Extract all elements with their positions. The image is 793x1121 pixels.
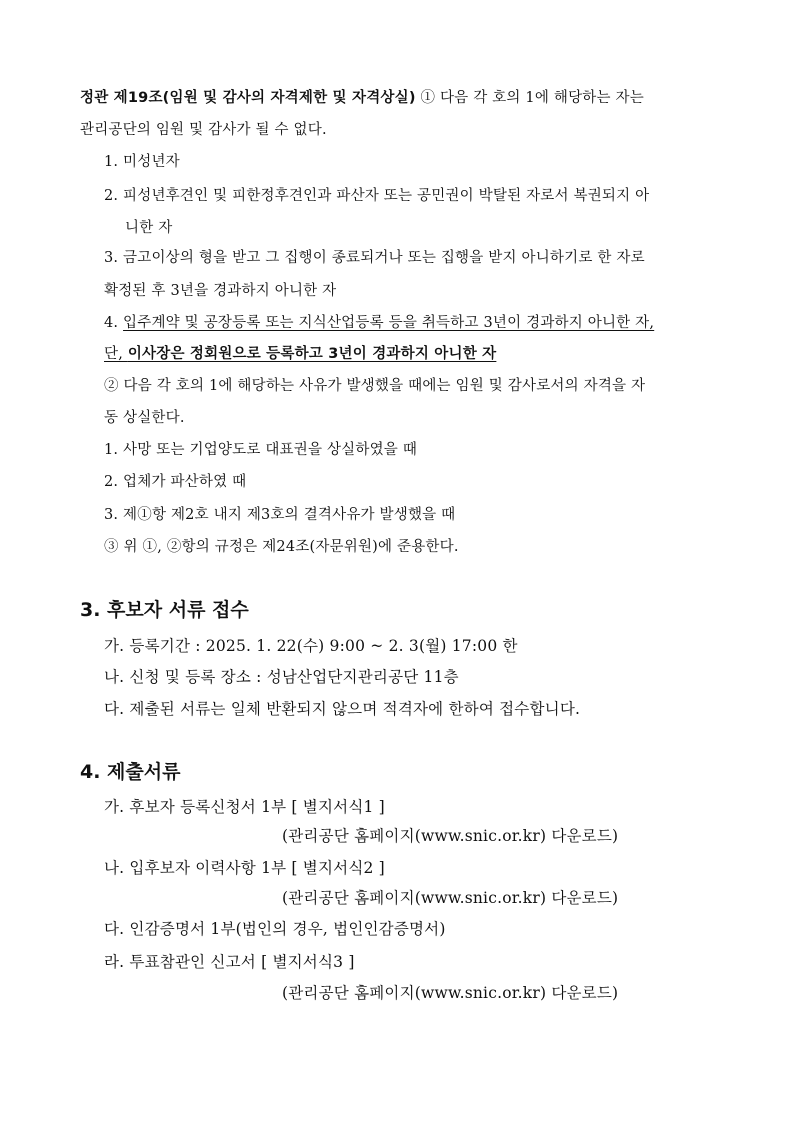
clause1-item2-cont: 니한 자 — [125, 220, 173, 236]
clause1-item4-proviso — [104, 344, 496, 364]
section4-item-b: 나. 입후보자 이력사항 1부 [ 별지서식2 ] — [104, 859, 385, 877]
section3-heading: 3. 후보자 서류 접수 — [80, 599, 249, 621]
section4-item-d-note: (관리공단 홈페이지(www.snic.or.kr) 다운로드) — [282, 984, 619, 1002]
section4-item-d: 라. 투표참관인 신고서 [ 별지서식3 ] — [104, 953, 355, 971]
section4-item-a-note: (관리공단 홈페이지(www.snic.or.kr) 다운로드) — [282, 827, 619, 845]
section4-item-a: 가. 후보자 등록신청서 1부 [ 별지서식1 ] — [104, 798, 385, 816]
section3-item-c: 다. 제출된 서류는 일체 반환되지 않으며 적격자에 한하여 접수합니다. — [104, 700, 581, 718]
section3-item-a: 가. 등록기간 : 2025. 1. 22(수) 9:00 ~ 2. 3(월) 17:00 한 — [104, 637, 518, 655]
clause2-item3: 3. 제①항 제2호 내지 제3호의 결격사유가 발생했을 때 — [104, 507, 456, 523]
section4-item-b-note: (관리공단 홈페이지(www.snic.or.kr) 다운로드) — [282, 889, 619, 907]
clause1-item3: 3. 금고이상의 형을 받고 그 집행이 종료되거나 또는 집행을 받지 아니하기로 한 자로 — [104, 250, 645, 266]
section3-item-b: 나. 신청 및 등록 장소 : 성남산업단지관리공단 11층 — [104, 668, 459, 686]
article-intro-line-2: 관리공단의 임원 및 감사가 될 수 없다. — [80, 122, 327, 138]
clause2-item1: 1. 사망 또는 기업양도로 대표권을 상실하였을 때 — [104, 442, 418, 458]
clause2-item2: 2. 업체가 파산하였 때 — [104, 474, 247, 490]
clause2-text-cont: 동 상실한다. — [104, 410, 185, 426]
clause1-item4-number: 4. — [104, 315, 124, 331]
clause1-item4-proviso-text: 이사장은 정회원으로 등록하고 3년이 경과하지 아니한 자 — [127, 346, 497, 362]
article-intro-line — [80, 88, 644, 108]
clause1-item4-text: 입주계약 및 공장등록 또는 지식산업등록 등을 취득하고 3년이 경과하지 아니한 자, — [123, 315, 655, 331]
article-title: 정관 제19조(임원 및 감사의 자격제한 및 자격상실) — [80, 90, 416, 106]
clause1-item2: 2. 피성년후견인 및 피한정후견인과 파산자 또는 공민권이 박탈된 자로서 복권되지 아 — [104, 188, 650, 204]
section4-heading: 4. 제출서류 — [80, 761, 181, 783]
clause3-text: ③ 위 ①, ②항의 규정은 제24조(자문위원)에 준용한다. — [104, 539, 459, 555]
clause1-item4 — [104, 313, 654, 333]
clause1-item3-cont: 확정된 후 3년을 경과하지 아니한 자 — [104, 283, 337, 299]
clause1-item1: 1. 미성년자 — [104, 154, 180, 170]
clause1-item4-proviso-prefix: 단, — [104, 346, 128, 362]
section4-item-c: 다. 인감증명서 1부(법인의 경우, 법인인감증명서) — [104, 920, 446, 938]
article-intro-text: ① 다음 각 호의 1에 해당하는 자는 — [415, 90, 644, 106]
clause2-text: ② 다음 각 호의 1에 해당하는 사유가 발생했을 때에는 임원 및 감사로서의 자격을 자 — [104, 378, 646, 394]
